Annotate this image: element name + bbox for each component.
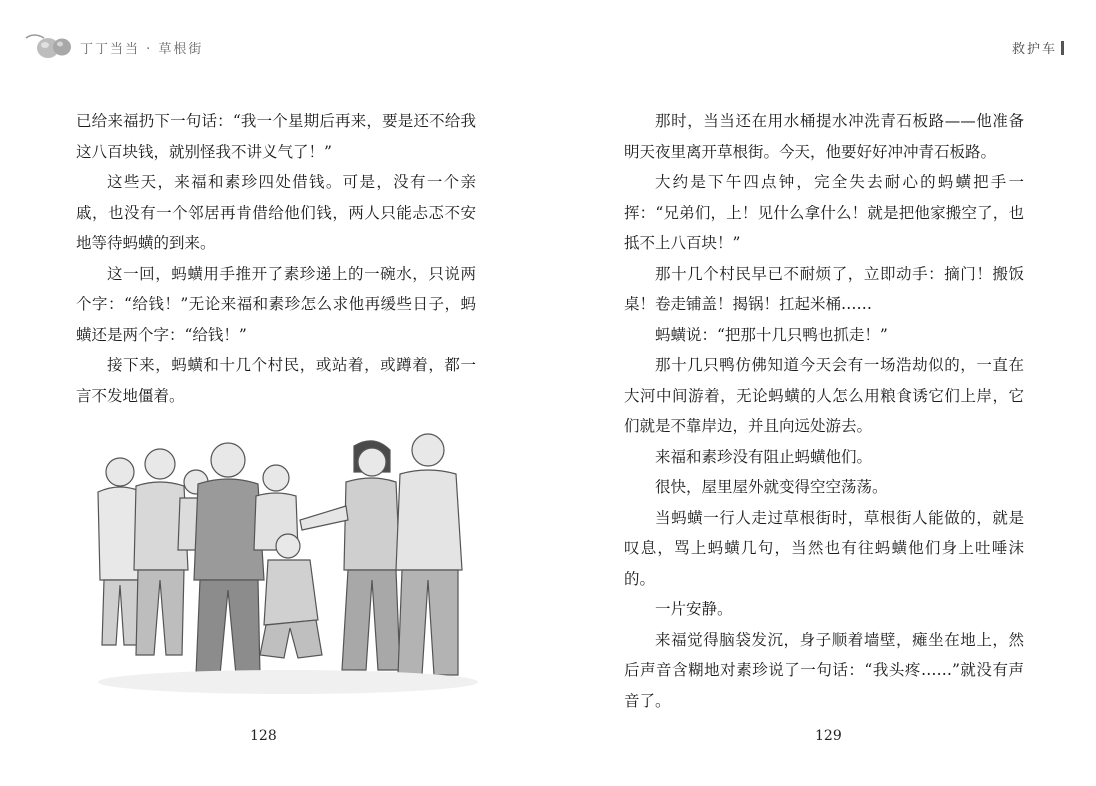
village-crowd-illustration — [78, 420, 498, 710]
gourd-logo-icon — [24, 30, 76, 60]
right-paragraph-10: 来福觉得脑袋发沉，身子顺着墙壁，瘫坐在地上，然后声音含糊地对素珍说了一句话：“我头疼……”就没有声音了。 — [624, 630, 1024, 710]
right-paragraph-1: 那时，当当还在用水桶提水冲洗青石板路——他准备明天夜里离开草根街。今天，他要好好冲冲青石板路。 — [624, 112, 1024, 161]
left-paragraph-2: 这些天，来福和素珍四处借钱。可是，没有一个亲戚，也没有一个邻居再肯借给他们钱，两人只能忐忑不安地等待蚂蟥的到来。 — [76, 173, 476, 252]
page-number-right: 129 — [815, 728, 842, 744]
left-page-text — [76, 106, 476, 411]
header-bar-icon — [1061, 41, 1064, 55]
right-paragraph-5: 那十几只鸭仿佛知道今天会有一场浩劫似的，一直在大河中间游着，无论蚂蟥的人怎么用粮食诱它们上岸，它们就是不靠岸边，并且向远处游去。 — [624, 356, 1024, 435]
right-paragraph-6: 来福和素珍没有阻止蚂蟥他们。 — [655, 447, 873, 466]
right-paragraph-4: 蚂蟥说：“把那十几只鸭也抓走！” — [655, 325, 888, 344]
page-number-left: 128 — [250, 728, 277, 744]
right-paragraph-2: 大约是下午四点钟，完全失去耐心的蚂蟥把手一挥：“兄弟们，上！见什么拿什么！就是把他家搬空了，也抵不上八百块！” — [624, 173, 1024, 252]
left-paragraph-3: 这一回，蚂蟥用手推开了素珍递上的一碗水，只说两个字：“给钱！”无论来福和素珍怎么求他再缓些日子，蚂蟥还是两个字：“给钱！” — [76, 264, 476, 344]
right-paragraph-7: 很快，屋里屋外就变得空空荡荡。 — [655, 478, 888, 496]
chapter-title-text: 救护车 — [1011, 42, 1057, 57]
chapter-title — [1012, 38, 1064, 57]
right-page-text — [624, 106, 1024, 716]
left-paragraph-4: 接下来，蚂蟥和十几个村民，或站着，或蹲着，都一言不发地僵着。 — [76, 356, 476, 405]
series-title: 丁丁当当 · 草根街 — [80, 42, 204, 57]
right-paragraph-3: 那十几个村民早已不耐烦了，立即动手：摘门！搬饭桌！卷走铺盖！揭锅！扛起米桶…… — [624, 264, 1024, 313]
right-paragraph-8: 当蚂蟥一行人走过草根街时，草根街人能做的，就是叹息，骂上蚂蟥几句，当然也有往蚂蟥他们身上吐唾沫的。 — [624, 508, 1024, 588]
left-paragraph-1: 已给来福扔下一句话：“我一个星期后再来，要是还不给我这八百块钱，就别怪我不讲义气了！” — [76, 112, 476, 161]
right-paragraph-9: 一片安静。 — [655, 600, 733, 618]
